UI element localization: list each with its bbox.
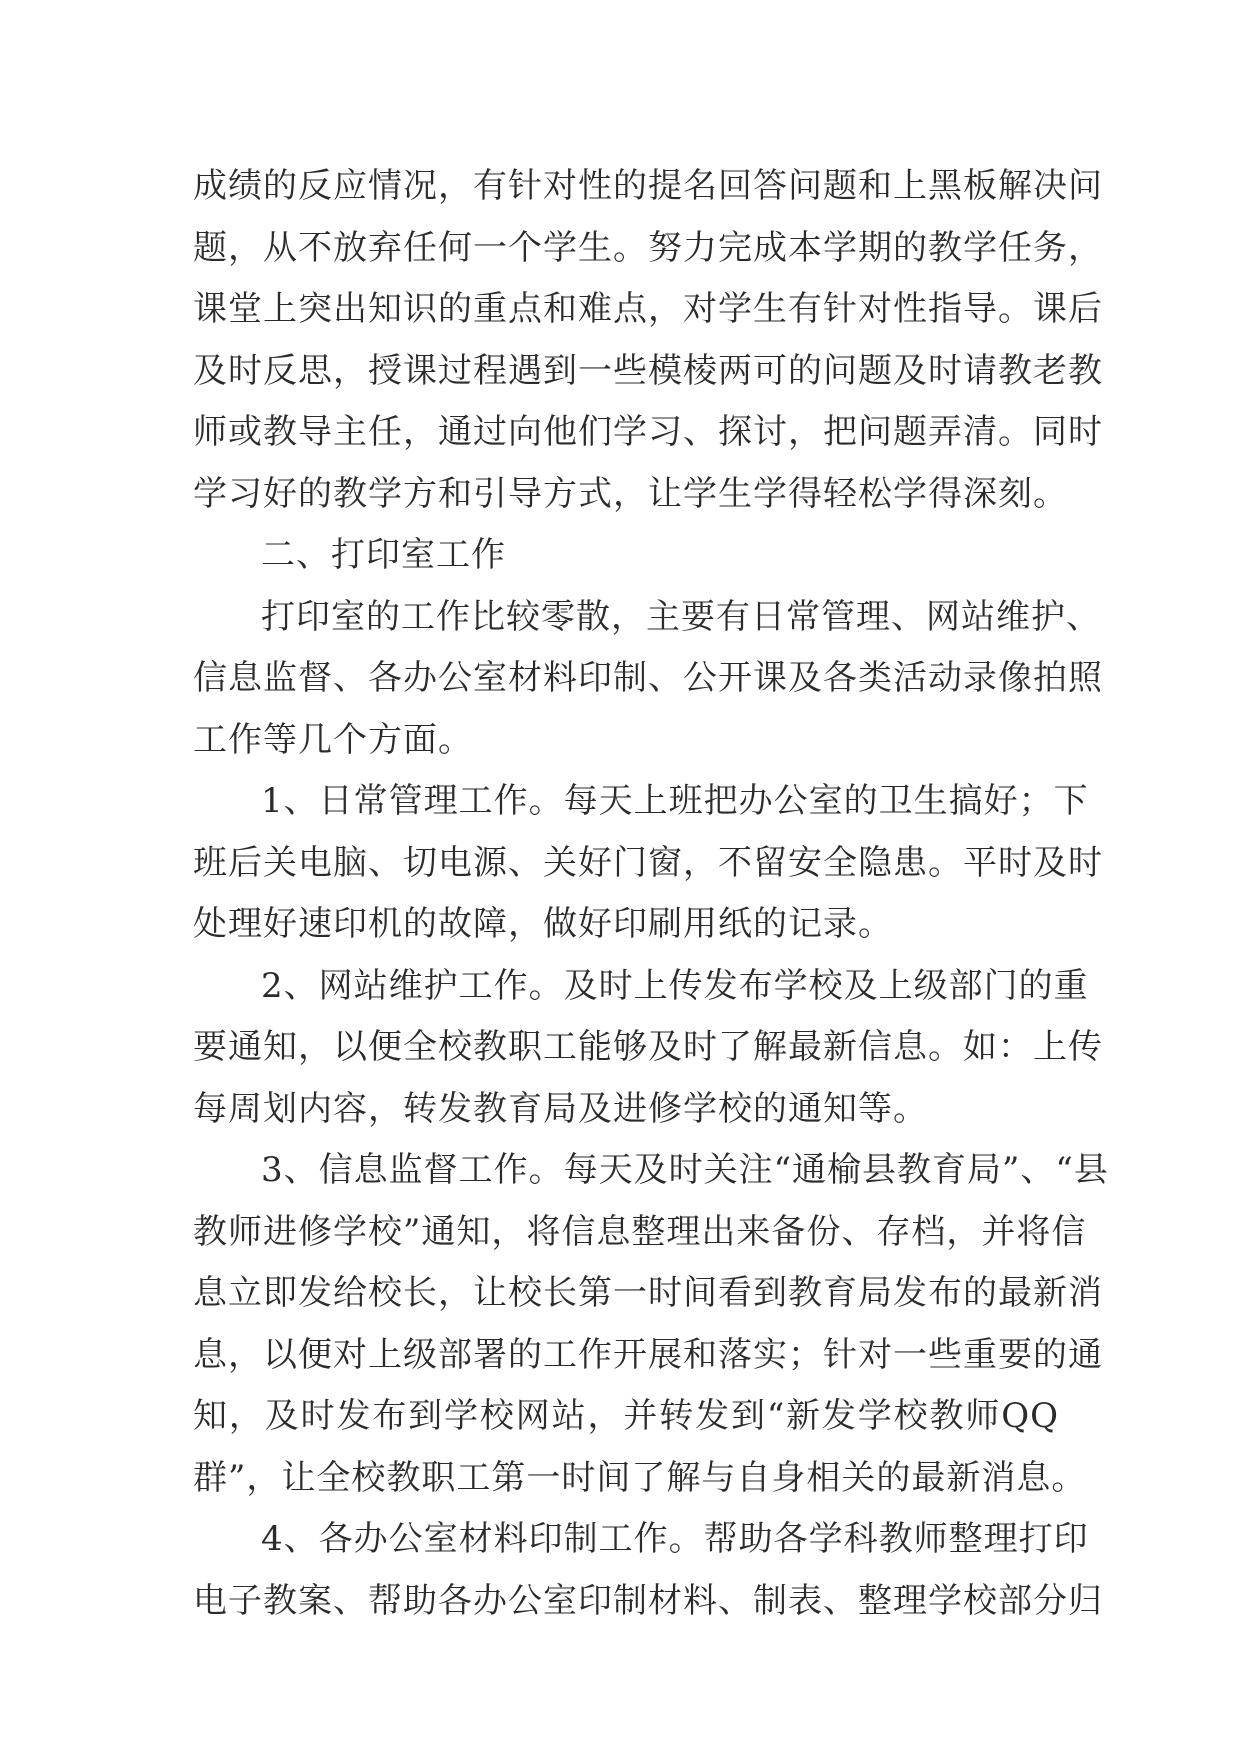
paragraph-first-line: 1、日常管理工作。每天上班把办公室的卫生搞好；下	[261, 781, 1089, 821]
text-line: 群”，让全校教职工第一时间了解与自身相关的最新消息。	[193, 1457, 1087, 1498]
section-heading: 二、打印室工作	[261, 535, 506, 575]
text-line: 知，及时发布到学校网站，并转发到“新发学校教师QQ	[193, 1396, 1059, 1436]
document-body	[193, 156, 1109, 1632]
paragraph-first-line: 2、网站维护工作。及时上传发布学校及上级部门的重	[261, 965, 1089, 1006]
text-line: 班后关电脑、切电源、关好门窗，不留安全隐患。平时及时	[193, 842, 1103, 883]
text-line: 成绩的反应情况，有针对性的提名回答问题和上黑板解决问	[193, 166, 1103, 206]
text-line: 每周划内容，转发教育局及进修学校的通知等。	[193, 1088, 928, 1129]
text-line: 教师进修学校”通知，将信息整理出来备份、存档，并将信	[193, 1211, 1087, 1252]
text-line: 处理好速印机的故障，做好印刷用纸的记录。	[193, 904, 893, 944]
text-line: 电子教案、帮助各办公室印制材料、制表、整理学校部分归	[193, 1580, 1103, 1621]
text-line: 息立即发给校长，让校长第一时间看到教育局发布的最新消	[193, 1273, 1103, 1313]
paragraph-first-line: 打印室的工作比较零散，主要有日常管理、网站维护、	[261, 596, 1101, 637]
text-line: 工作等几个方面。	[193, 719, 473, 760]
text-line: 师或教导主任，通过向他们学习、探讨，把问题弄清。同时	[193, 412, 1103, 452]
paragraph-first-line: 4、各办公室材料印制工作。帮助各学科教师整理打印	[261, 1519, 1089, 1559]
text-line: 信息监督、各办公室材料印制、公开课及各类活动录像拍照	[193, 658, 1103, 698]
text-line: 要通知，以便全校教职工能够及时了解最新信息。如：上传	[193, 1027, 1103, 1067]
text-line: 息，以便对上级部署的工作开展和落实；针对一些重要的通	[193, 1334, 1103, 1375]
text-line: 题，从不放弃任何一个学生。努力完成本学期的教学任务，	[193, 227, 1103, 268]
text-line: 及时反思，授课过程遇到一些模棱两可的问题及时请教老教	[193, 350, 1103, 391]
text-line: 课堂上突出知识的重点和难点，对学生有针对性指导。课后	[193, 289, 1103, 329]
paragraph-first-line: 3、信息监督工作。每天及时关注“通榆县教育局”、“县	[261, 1150, 1109, 1190]
text-line: 学习好的教学方和引导方式，让学生学得轻松学得深刻。	[193, 473, 1068, 514]
